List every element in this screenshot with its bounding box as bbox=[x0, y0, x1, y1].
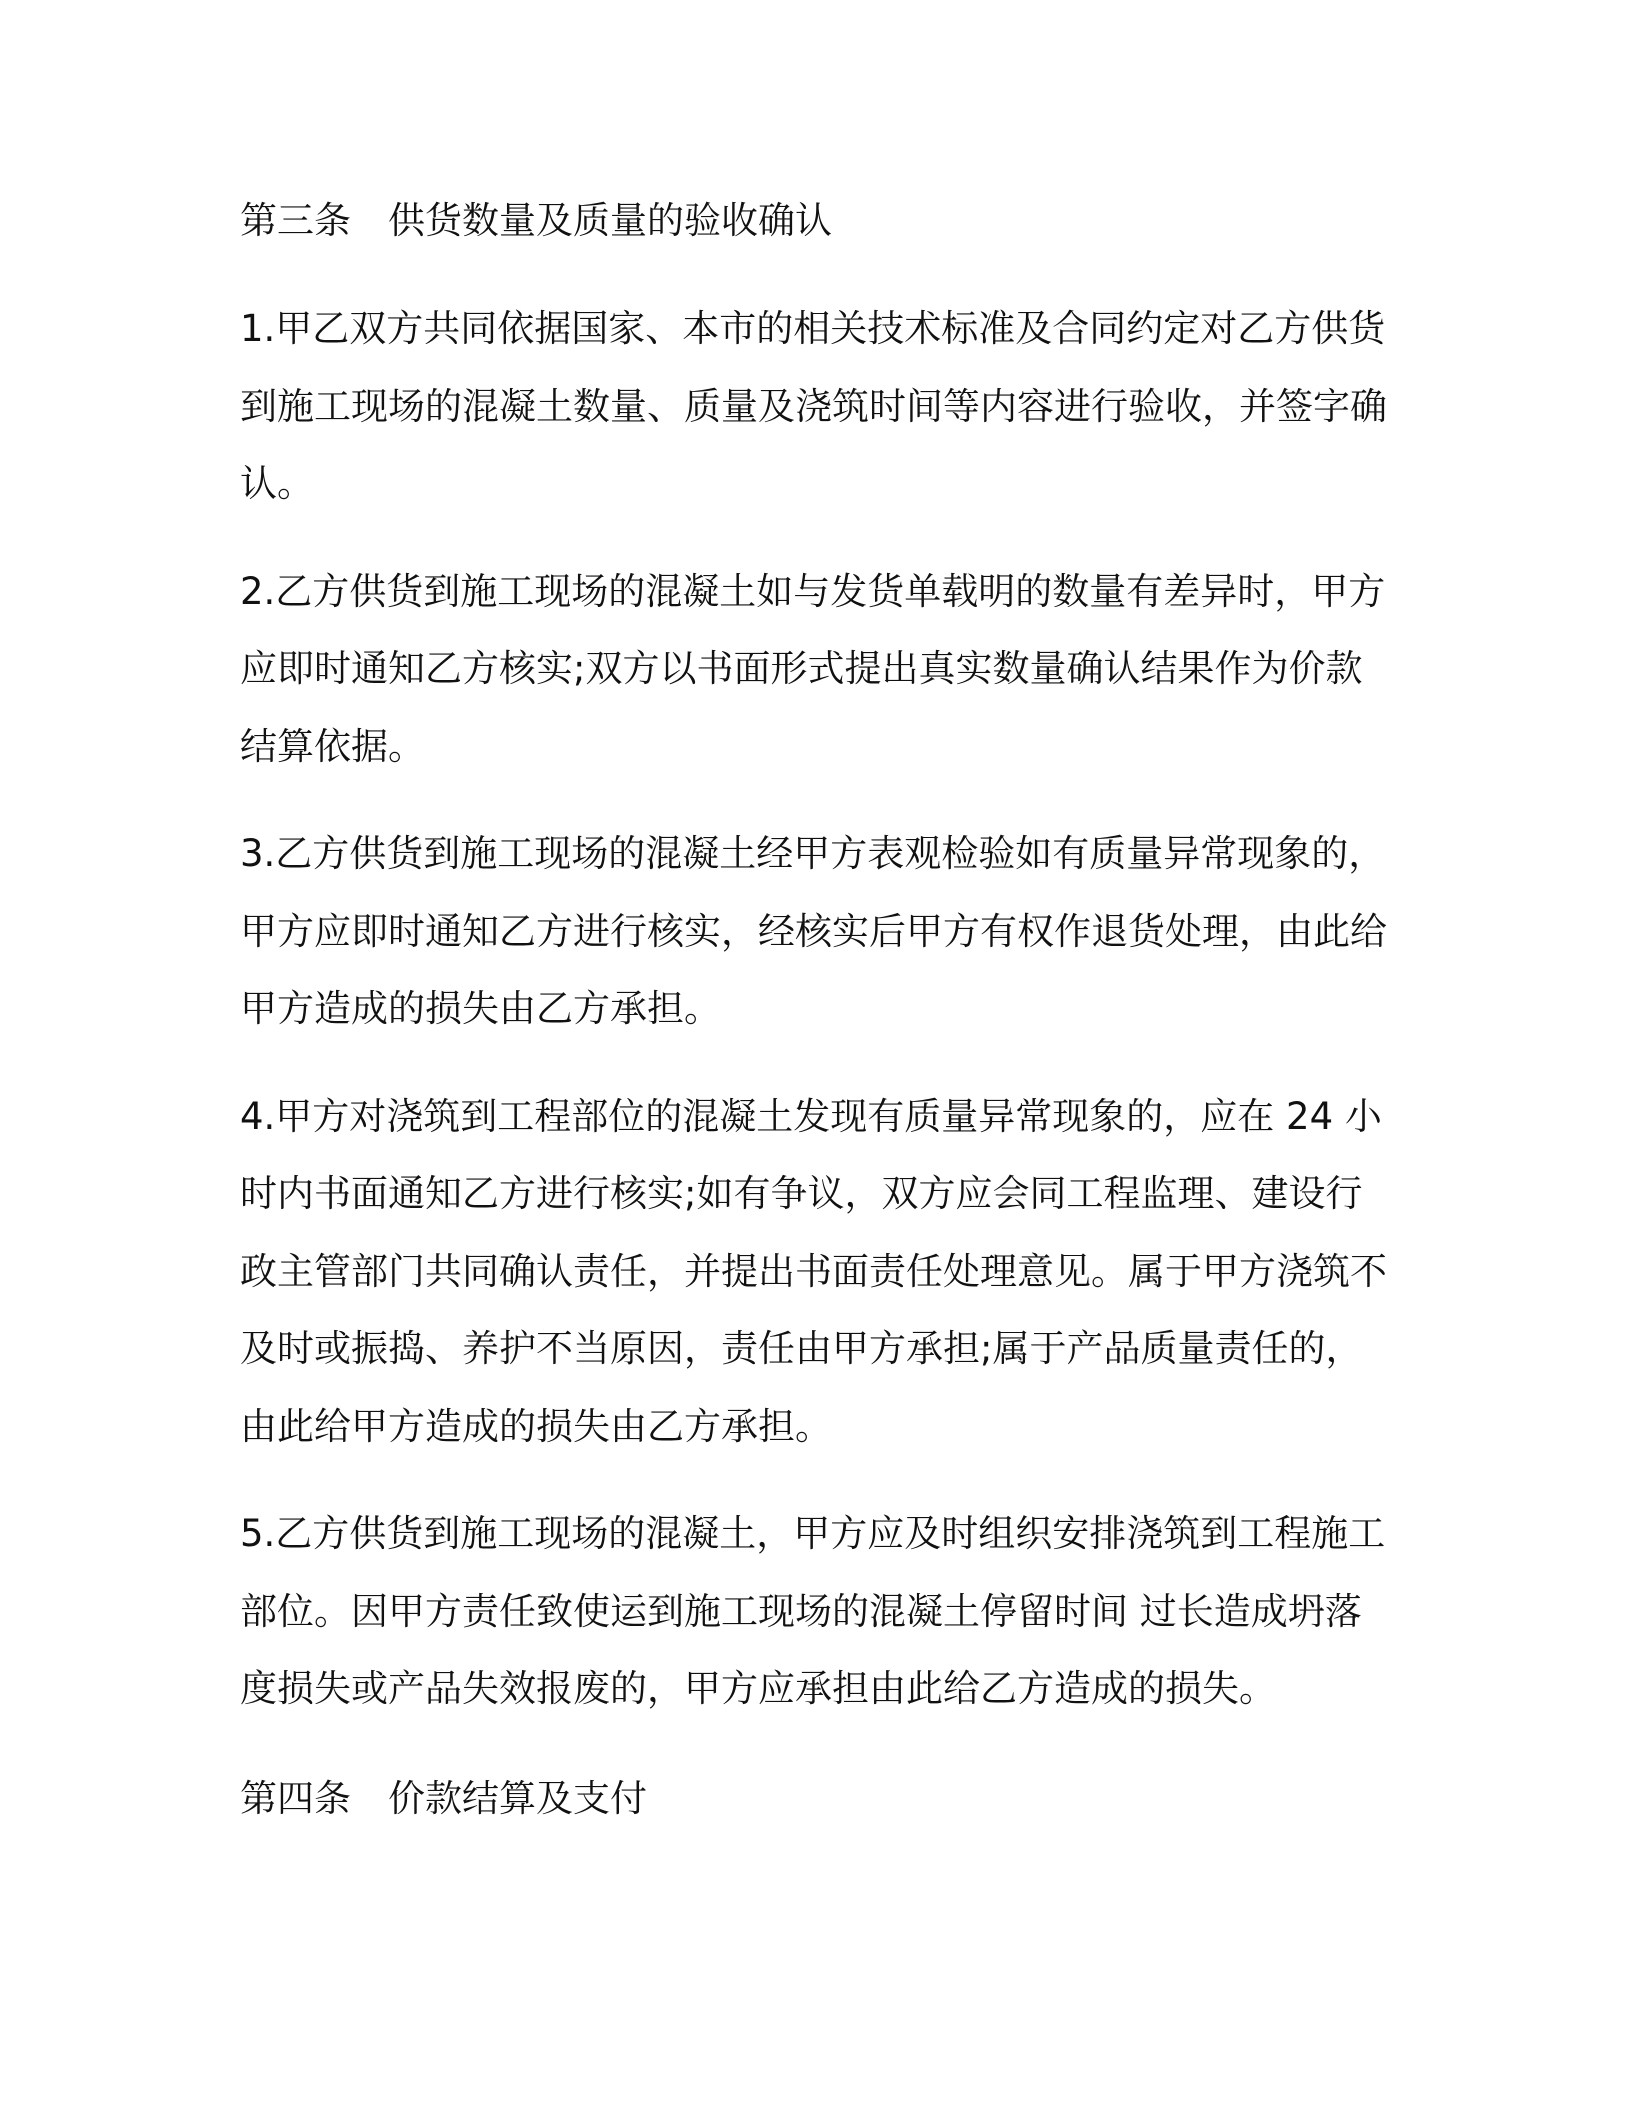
clause-3-4: 4.甲方对浇筑到工程部位的混凝土发现有质量异常现象的，应在 24 小时内书面通知乙方进行核实;如有争议，双方应会同工程监理、建设行政主管部门共同确认责任，并提出书面责任处理意见。属于甲方浇筑不及时或振捣、养护不当原因，责任由甲方承担;属于产品质量责任的，由此给甲方造成的损失由乙方承担。 bbox=[240, 1094, 1387, 1448]
article-3-heading: 第三条 供货数量及质量的验收确认 bbox=[240, 199, 832, 242]
clause-3-3: 3.乙方供货到施工现场的混凝土经甲方表观检验如有质量异常现象的，甲方应即时通知乙方进行核实，经核实后甲方有权作退货处理，由此给甲方造成的损失由乙方承担。 bbox=[240, 832, 1387, 1030]
document-body bbox=[240, 182, 1392, 1838]
article-4-heading: 第四条 价款结算及支付 bbox=[240, 1776, 647, 1820]
clause-3-5: 5.乙方供货到施工现场的混凝土，甲方应及时组织安排浇筑到工程施工部位。因甲方责任致使运到施工现场的混凝土停留时间 过长造成坍落度损失或产品失效报废的，甲方应承担由此给乙方造成的损失。 bbox=[240, 1512, 1386, 1710]
clause-3-1: 1.甲乙双方共同依据国家、本市的相关技术标准及合同约定对乙方供货到施工现场的混凝土数量、质量及浇筑时间等内容进行验收，并签字确认。 bbox=[240, 307, 1387, 505]
clause-3-2: 2.乙方供货到施工现场的混凝土如与发货单载明的数量有差异时，甲方应即时通知乙方核实;双方以书面形式提出真实数量确认结果作为价款结算依据。 bbox=[240, 569, 1386, 768]
